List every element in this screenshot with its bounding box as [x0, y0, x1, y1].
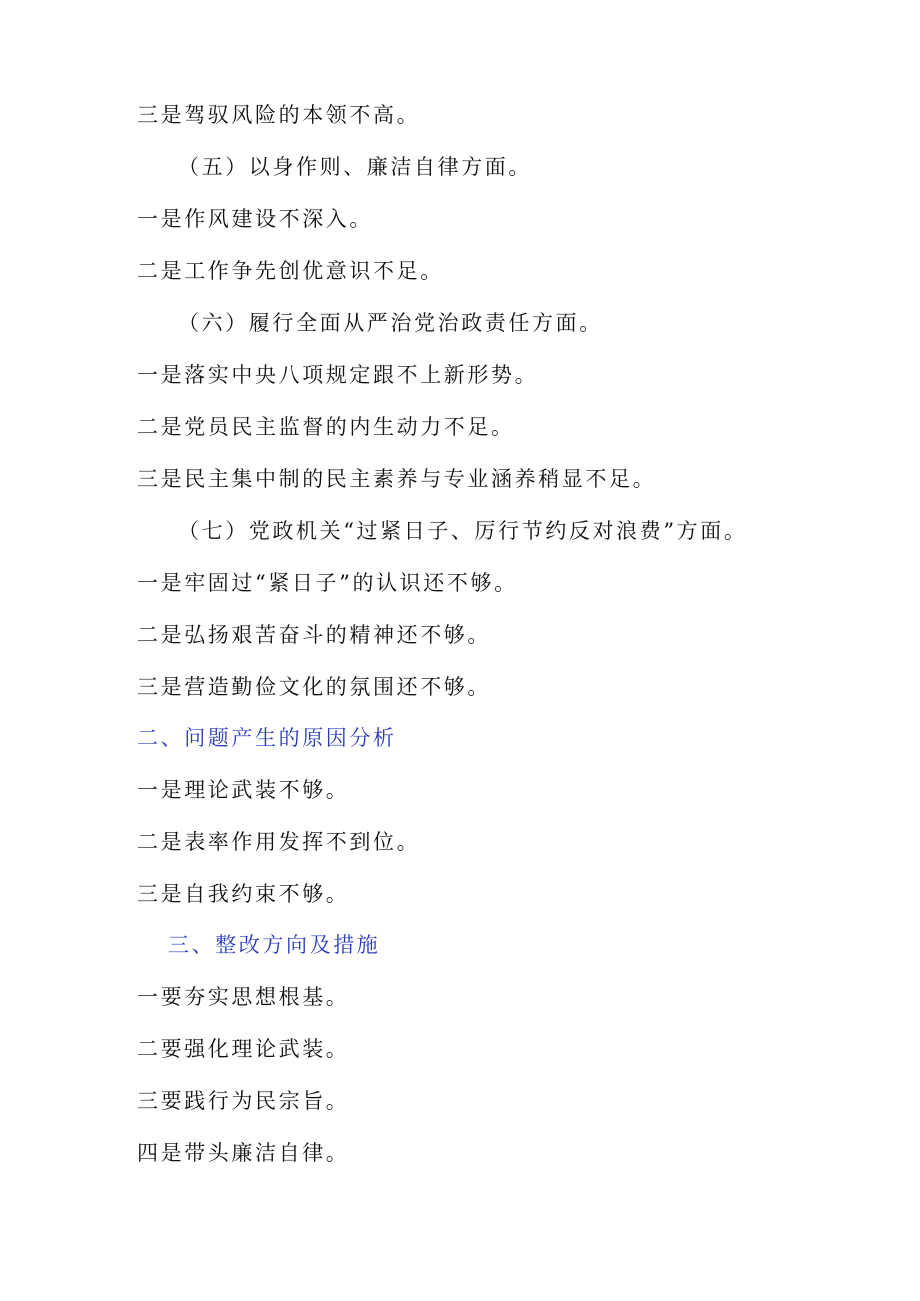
- item-foundation: 一要夯实思想根基。: [137, 985, 350, 1009]
- item-eight-rules: 一是落实中央八项规定跟不上新形势。: [137, 363, 539, 387]
- item-strengthen-theory: 二要强化理论武装。: [137, 1037, 350, 1061]
- item-tight-budget: 一是牢固过“紧日子”的认识还不够。: [137, 571, 518, 595]
- heading-rectification: 三、整改方向及措施: [168, 933, 381, 957]
- section-6-title: （六）履行全面从严治党治政责任方面。: [178, 311, 603, 335]
- item-role-model: 二是表率作用发挥不到位。: [137, 830, 421, 854]
- heading-cause-analysis: 二、问题产生的原因分析: [137, 726, 397, 750]
- section-5-title: （五）以身作则、廉洁自律方面。: [178, 155, 532, 179]
- item-serve-people: 三要践行为民宗旨。: [137, 1089, 350, 1113]
- item-democratic-supervision: 二是党员民主监督的内生动力不足。: [137, 415, 515, 439]
- item-work-style: 一是作风建设不深入。: [137, 207, 373, 231]
- item-democratic-centralism: 三是民主集中制的民主素养与专业涵养稍显不足。: [137, 467, 657, 491]
- item-excellence-awareness: 二是工作争先创优意识不足。: [137, 259, 444, 283]
- item-integrity: 四是带头廉洁自律。: [137, 1141, 350, 1165]
- item-risk-control: 三是驾驭风险的本领不高。: [137, 103, 421, 127]
- item-theory: 一是理论武装不够。: [137, 778, 350, 802]
- item-self-discipline: 三是自我约束不够。: [137, 882, 350, 906]
- item-hard-work-spirit: 二是弘扬艰苦奋斗的精神还不够。: [137, 623, 491, 647]
- section-7-title: （七）党政机关“过紧日子、厉行节约反对浪费”方面。: [178, 519, 748, 543]
- item-thrift-culture: 三是营造勤俭文化的氛围还不够。: [137, 675, 491, 699]
